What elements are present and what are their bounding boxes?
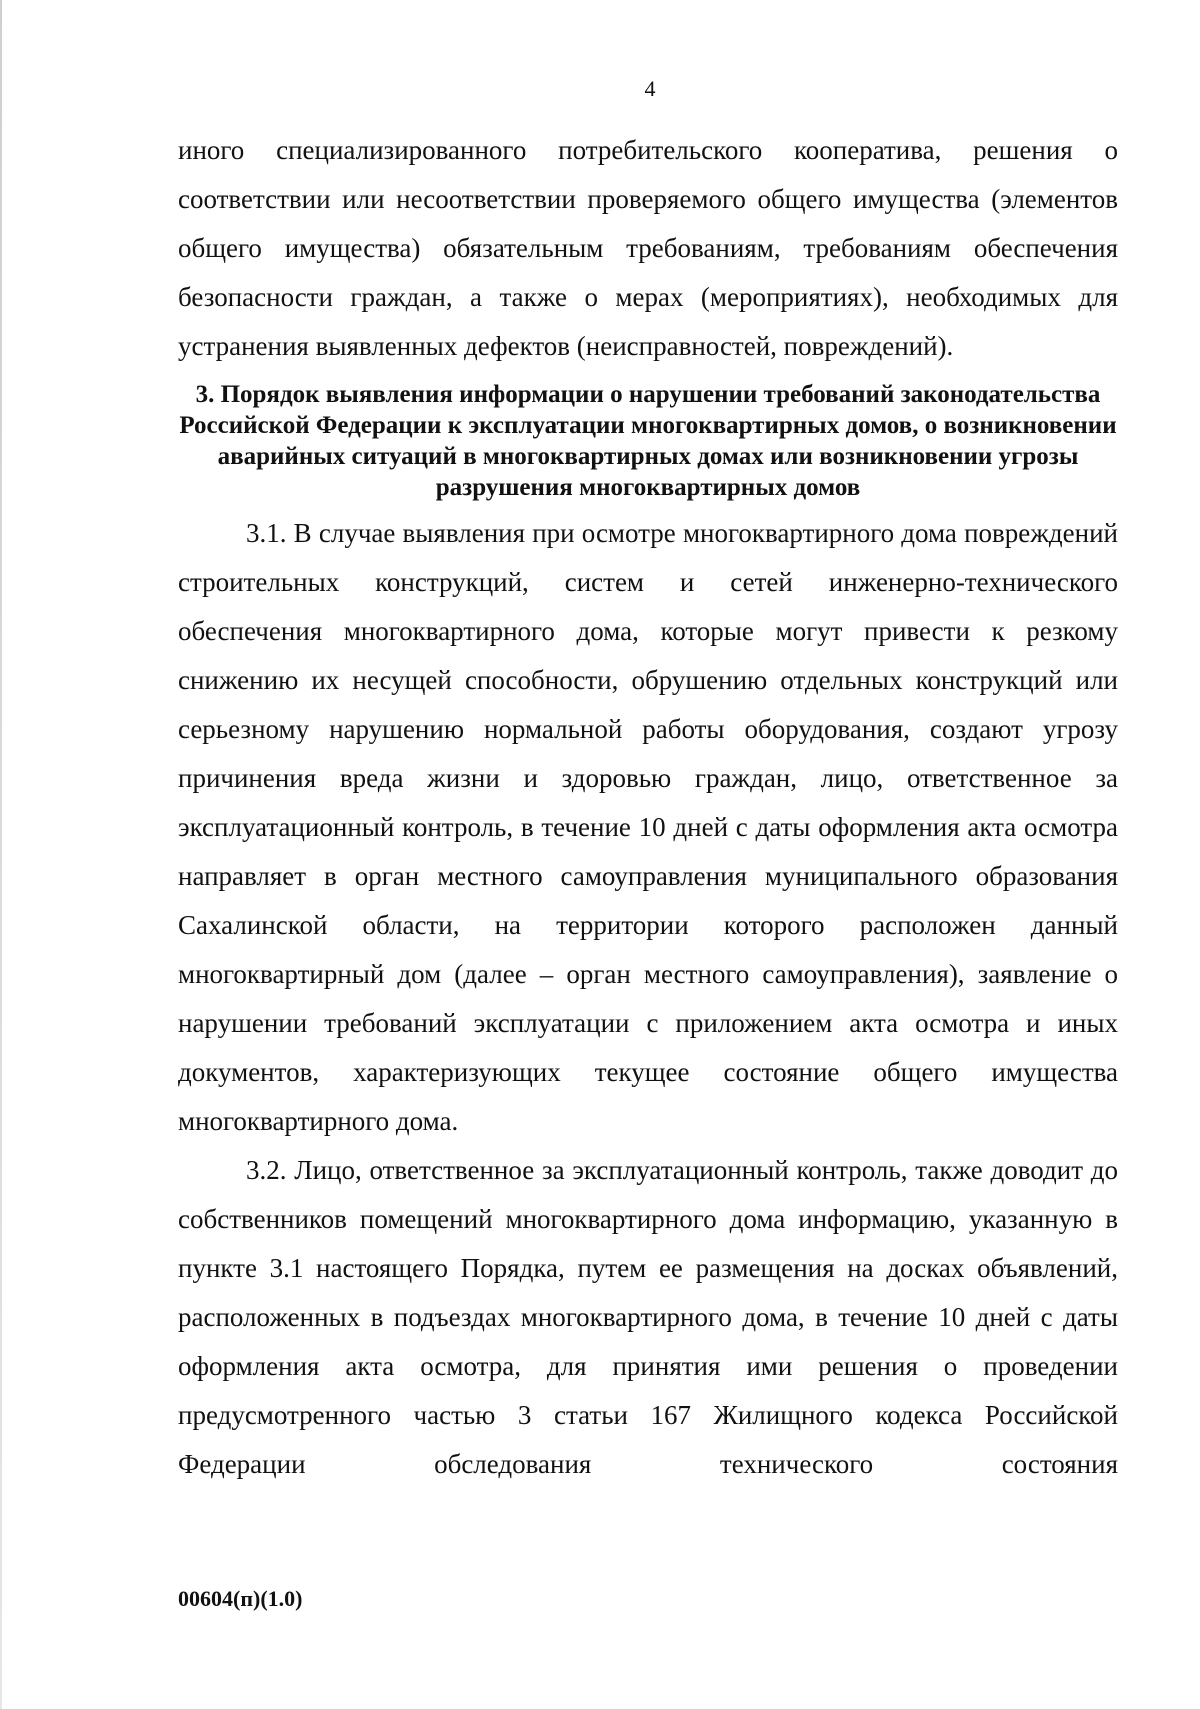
document-code: 00604(п)(1.0) [178,1586,303,1611]
scan-left-edge [0,0,2,1709]
paragraph-continued: иного специализированного потребительского кооператива, решения о соответствии или несоответствии проверяемого общего имущества (элементов общего имущества) обязательным требованиям, требованиям обеспечения безопасности граждан, а также о мерах (мероприятиях), необходимых для устранения выявленных дефектов (неисправностей, повреждений). [178,135,1118,361]
paragraph-3-2: 3.2. Лицо, ответственное за эксплуатационный контроль, также доводит до собственников помещений многоквартирного дома информацию, указанную в пункте 3.1 настоящего Порядка, путем ее размещения на досках объявлений, расположенных в подъездах многоквартирного дома, в течение 10 дней с даты оформления акта осмотра, для принятия ими решения о проведении предусмотренного частью 3 статьи 167 Жилищного кодекса Российской Федерации обследования технического состояния [178,1155,1118,1479]
document-body [178,126,1118,1489]
section-heading: 3. Порядок выявления информации о нарушении требований законодательства Российской Федерации к эксплуатации многоквартирных домов, о возникновении аварийных ситуаций в многоквартирных домах или возникновении угрозы разрушения многоквартирных домов [179,381,1117,501]
page-number: 4 [644,76,656,101]
paragraph-3-1: 3.1. В случае выявления при осмотре многоквартирного дома повреждений строительных конструкций, систем и сетей инженерно-технического обеспечения многоквартирного дома, которые могут привести к резкому снижению их несущей способности, обрушению отдельных конструкций или серьезному нарушению нормальной работы оборудования, создают угрозу причинения вреда жизни и здоровью граждан, лицо, ответственное за эксплуатационный контроль, в течение 10 дней с даты оформления акта осмотра направляет в орган местного самоуправления муниципального образования Сахалинской области, на территории которого расположен данный многоквартирный дом (далее – орган местного самоуправления), заявление о нарушении требований эксплуатации с приложением акта осмотра и иных документов, характеризующих текущее состояние общего имущества многоквартирного дома. [178,518,1118,1136]
